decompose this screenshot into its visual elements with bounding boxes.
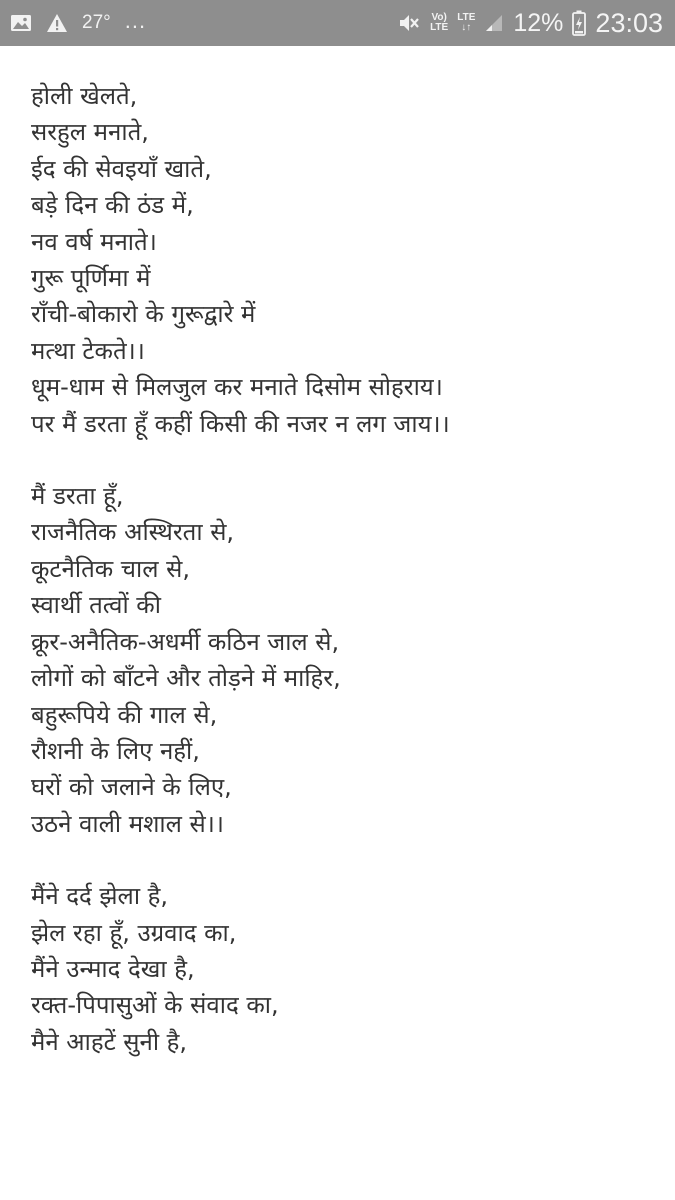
poem-line: रौशनी के लिए नहीं, [31, 736, 200, 765]
signal-icon [484, 13, 504, 33]
volte-bottom-label: LTE [430, 22, 449, 33]
battery-icon [572, 10, 586, 36]
poem-line: राजनैतिक अस्थिरता से, [31, 518, 235, 547]
poem-line: स्वार्थी तत्वों की [31, 591, 161, 620]
poem-line: उठने वाली मशाल से।। [31, 809, 224, 838]
battery-percent: 12% [513, 8, 564, 37]
clock-time: 23:03 [595, 7, 663, 38]
poem-line: मैने आहटें सुनी है, [31, 1027, 188, 1056]
volte-indicator [430, 13, 448, 33]
stanza-2 [31, 478, 651, 842]
poem-line: मत्था टेकते।। [31, 336, 145, 365]
more-notifications-indicator: ... [124, 8, 147, 33]
poem-line: गुरू पूर्णिमा में [31, 264, 151, 293]
poem-line: राँची-बोकारो के गुरूद्वारे में [31, 300, 256, 329]
lte-top-label: LTE [457, 12, 476, 23]
temperature-text: 27° [82, 12, 111, 33]
poem-line: सरहुल मनाते, [31, 118, 149, 147]
poem-line: कूटनैतिक चाल से, [31, 554, 191, 583]
poem-line: झेल रहा हूँ, उग्रवाद का, [31, 918, 237, 947]
status-bar-right [397, 8, 663, 39]
poem-line: घरों को जलाने के लिए, [31, 773, 232, 802]
poem-line: नव वर्ष मनाते। [31, 227, 157, 256]
stanza-3 [31, 878, 651, 1060]
warning-icon [46, 13, 68, 33]
poem-line: मैंने उन्माद देखा है, [31, 954, 195, 983]
poem-line: धूम-धाम से मिलजुल कर मनाते दिसोम सोहराय। [31, 373, 443, 402]
poem-line: रक्त-पिपासुओं के संवाद का, [31, 991, 279, 1020]
poem-line: मैं डरता हूँ, [31, 482, 124, 511]
poem-line: क्रूर-अनैतिक-अधर्मी कठिन जाल से, [31, 627, 340, 656]
gallery-icon [10, 13, 32, 33]
stanza-1 [31, 78, 651, 442]
poem-line: होली खेलते, [31, 82, 138, 110]
poem-line: बड़े दिन की ठंड में, [31, 191, 194, 220]
status-bar-left [10, 8, 147, 34]
lte-arrows-label: ↓↑ [461, 22, 472, 33]
poem-line: मैंने दर्द झेला है, [31, 882, 169, 911]
poem-line: पर मैं डरता हूँ कहीं किसी की नजर न लग जाय।। [31, 409, 450, 438]
poem-content [31, 78, 651, 1096]
status-bar [0, 0, 675, 46]
mute-icon [397, 12, 421, 34]
lte-indicator [457, 13, 475, 33]
volte-top-label: Vo) [431, 12, 447, 23]
poem-line: बहुरूपिये की गाल से, [31, 700, 218, 729]
poem-line: लोगों को बाँटने और तोड़ने में माहिर, [31, 664, 341, 693]
poem-line: ईद की सेवइयाँ खाते, [31, 154, 212, 183]
